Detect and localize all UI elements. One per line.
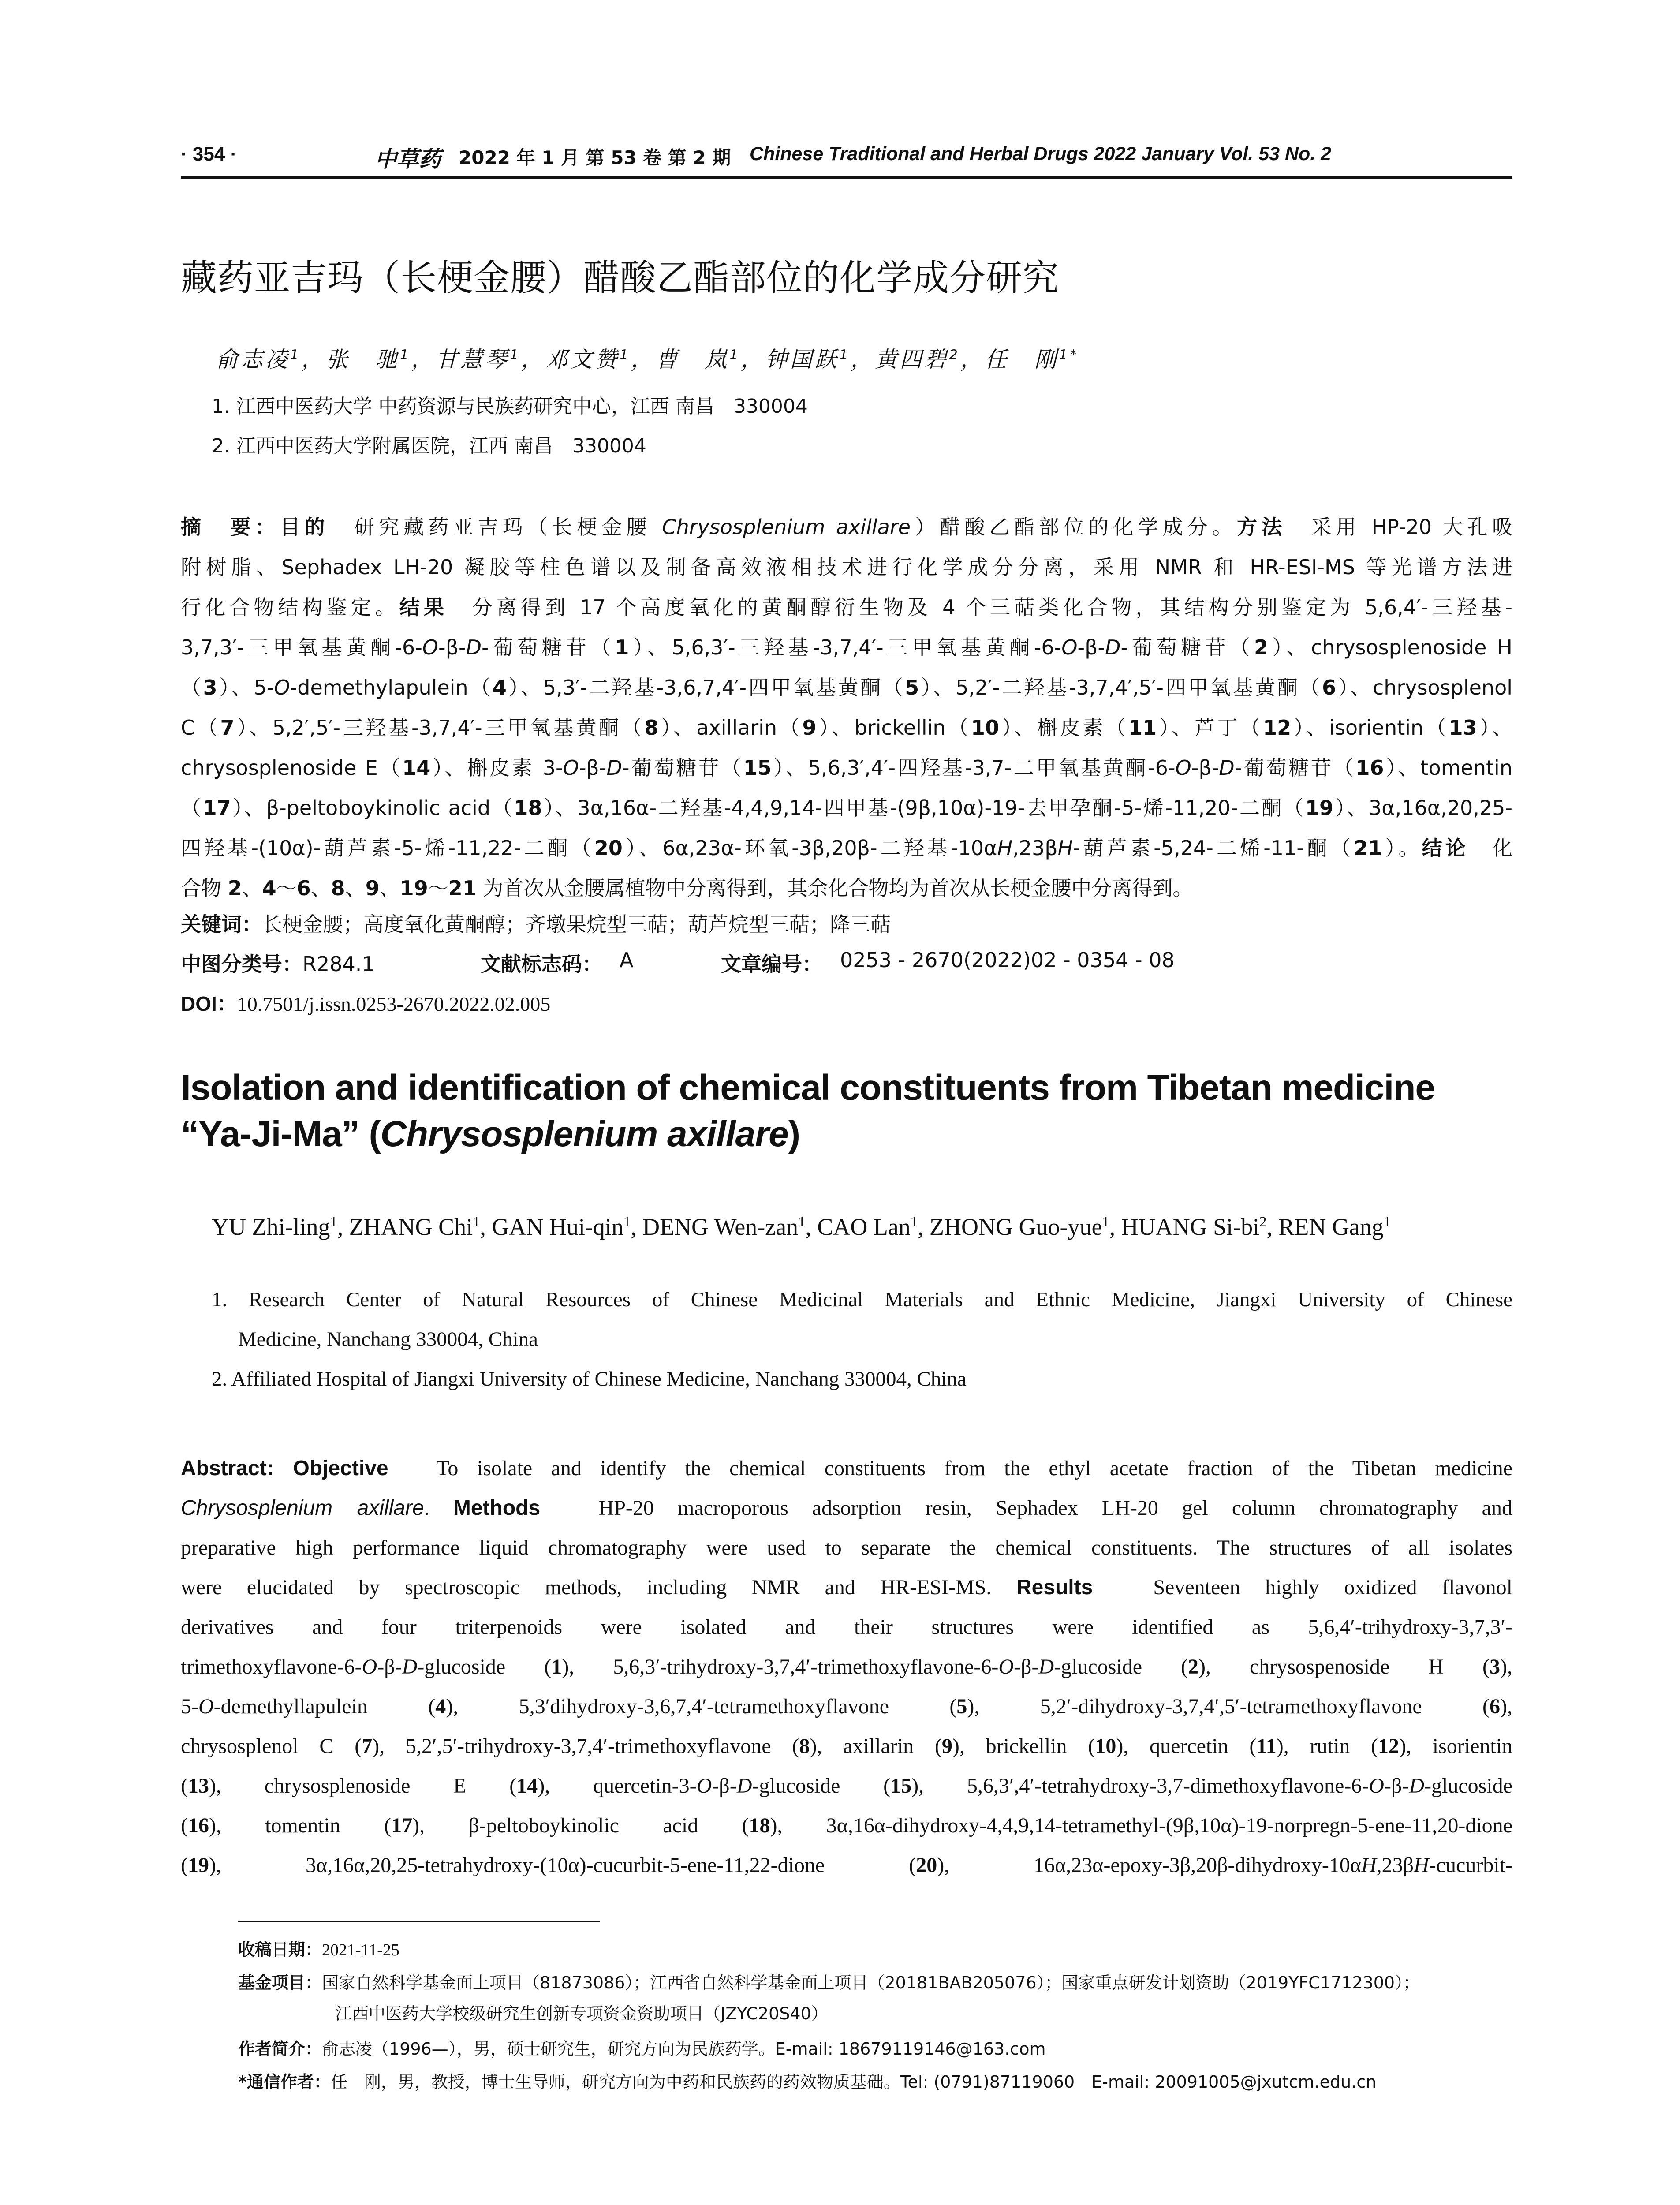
classification-line: [181, 948, 1512, 977]
abstract-zh-line-5: （3）、5-O-demethylapulein（4）、5,3′-二羟基-3,6,7,4′-四甲氧基黄酮（5）、5,2′-二羟基-3,7,4′,5′-四甲氧基黄酮（6）、chrysosplenol: [181, 676, 1513, 699]
author-en-affiliation: 1: [1102, 1214, 1109, 1230]
author-zh: 张 驰: [326, 347, 400, 372]
doc-code-label: 文献标志码：: [481, 952, 602, 976]
footnote-received: [238, 1934, 399, 1966]
title-en-species: Chrysosplenium axillare: [380, 1114, 788, 1154]
abstract-zh-line-2: 附树脂、Sephadex LH-20 凝胶等柱色谱以及制备高效液相技术进行化学成分分离，采用 NMR 和 HR-ESI-MS 等光谱方法进: [181, 555, 1512, 579]
affiliation-zh-2: 2. 江西中医药大学附属医院，江西 南昌 330004: [212, 435, 646, 457]
author-en-affiliation: 2: [1259, 1214, 1267, 1230]
author-zh-affiliation: 1: [620, 347, 631, 363]
clc-value: R284.1: [302, 952, 375, 976]
affiliation-en-1-line2: Medicine, Nanchang 330004, China: [238, 1328, 538, 1351]
author-zh: 俞志凌: [216, 347, 290, 372]
title-en-part-c: ): [788, 1114, 800, 1154]
abstract-en-line-10: (16), tomentin (17), β-peltoboykinolic acid (18), 3α,16α-dihydroxy-4,4,9,14-tetramethyl-(9β,10α)-19-norpregn-5-ene-11,20-dione: [181, 1814, 1512, 1837]
abstract-en-line-5: derivatives and four triterpenoids were isolated and their structures were identified as 5,6,4′-trihydroxy-3,7,3′-: [181, 1615, 1512, 1639]
authors-zh: 俞志凌$^1$，张 驰$^1$，甘慧琴$^1$，邓文赞$^1$，曹 岚$^1$，钟国跃$^1$，黄四碧$^2$，任 刚$^{1*}$: [216, 347, 1079, 372]
doi-value: 10.7501/j.issn.0253-2670.2022.02.005: [237, 993, 551, 1015]
article-no-value: 0253 - 2670(2022)02 - 0354 - 08: [840, 948, 1175, 972]
doi-line: [181, 988, 550, 1017]
article-title-zh: 藏药亚吉玛（长梗金腰）醋酸乙酯部位的化学成分研究: [181, 257, 1060, 299]
author-zh: 钟国跃: [765, 347, 840, 372]
title-en-part-a: “Ya-Ji-Ma” (: [181, 1114, 381, 1154]
author-en-affiliation: 1: [473, 1214, 480, 1230]
author-en: CAO Lan: [817, 1214, 911, 1240]
abstract-en: [181, 1449, 1512, 1885]
page-number: · 354 ·: [181, 143, 237, 165]
abstract-en-line-9: (13), chrysosplenoside E (14), quercetin-3-O-β-D-glucoside (15), 5,6,3′,4′-tetrahydroxy-3,7-dimethoxyflavone-6-O-β-D-glucoside: [181, 1774, 1512, 1798]
abstract-en-line-3: preparative high performance liquid chromatography were used to separate the chemical constituents. The structures of all isolates: [181, 1536, 1512, 1559]
author-zh-affiliation: 1: [510, 347, 521, 363]
received-label: 收稿日期：: [238, 1940, 322, 1959]
journal-name-cn: 中草药: [375, 146, 441, 172]
author-en-affiliation: 1: [798, 1214, 806, 1230]
received-date: 2021-11-25: [322, 1941, 399, 1959]
author-zh: 曹 岚: [655, 347, 730, 372]
author-text: 俞志凌（1996—），男，硕士研究生，研究方向为民族药学。E-mail: 18679119146@163.com: [322, 2039, 1046, 2059]
author-en: REN Gang: [1278, 1214, 1384, 1240]
keywords-zh: [181, 908, 891, 938]
footnote-author: [238, 2033, 1045, 2065]
author-en: GAN Hui-qin: [492, 1214, 623, 1240]
doi-label: DOI：: [181, 992, 237, 1015]
abstract-en-line-7: 5-O-demethyllapulein (4), 5,3′dihydroxy-3,6,7,4′-tetramethoxyflavone (5), 5,2′-dihydroxy-3,7,4′,5′-tetramethoxyflavone (6),: [181, 1695, 1512, 1718]
author-zh-affiliation: 1: [290, 347, 302, 363]
journal-name-en: Chinese Traditional and Herbal Drugs 2022 January Vol. 53 No. 2: [750, 143, 1332, 164]
abstract-zh-line-9: 四羟基-(10α)-葫芦素-5-烯-11,22-二酮（20）、6α,23α-环氧-3β,20β-二羟基-10αH,23βH-葫芦素-5,24-二烯-11-酮（21）。结论 化: [181, 836, 1513, 860]
article-title-en-line2: [181, 1114, 800, 1155]
affiliation-en-1-line1: 1. Research Center of Natural Resources of Chinese Medicinal Materials and Ethnic Medicine, Jiangxi University of Chinese: [212, 1288, 1512, 1311]
author-label: 作者简介：: [238, 2039, 322, 2059]
author-zh: 甘慧琴: [436, 347, 510, 372]
footnote-fund: [238, 1967, 1420, 1999]
author-zh-affiliation: 1: [400, 347, 411, 363]
abstract-en-line-11: (19), 3α,16α,20,25-tetrahydroxy-(10α)-cucurbit-5-ene-11,22-dione (20), 16α,23α-epoxy-3β,20β-dihydroxy-10αH,23βH-cucurbit-: [181, 1854, 1512, 1877]
abstract-zh-line-7: chrysosplenoside E（14）、槲皮素 3-O-β-D-葡萄糖苷（15）、5,6,3′,4′-四羟基-3,7-二甲氧基黄酮-6-O-β-D-葡萄糖苷（16）、tomentin: [181, 756, 1512, 780]
affiliation-zh-1: 1. 江西中医药大学 中药资源与民族药研究中心，江西 南昌 330004: [212, 395, 808, 418]
abstract-zh-line-8: （17）、β-peltoboykinolic acid（18）、3α,16α-二羟基-4,4,9,14-四甲基-(9β,10α)-19-去甲孕酮-5-烯-11,20-二酮（19）、3α,16α,20,25-: [181, 796, 1513, 820]
abstract-zh-line-1: 摘 要：目的 研究藏药亚吉玛（长梗金腰 Chrysosplenium axillare）醋酸乙酯部位的化学成分。方法 采用 HP-20 大孔吸: [181, 515, 1513, 539]
author-zh: 任 刚: [985, 347, 1059, 372]
abstract-zh-line-3: 行化合物结构鉴定。结果 分离得到 17 个高度氧化的黄酮醇衍生物及 4 个三萜类化合物，其结构分别鉴定为 5,6,4′-三羟基-: [181, 595, 1512, 619]
abstract-en-line-4: were elucidated by spectroscopic methods, including NMR and HR-ESI-MS. Results Seventeen highly oxidized flavonol: [181, 1576, 1512, 1599]
abstract-zh: [181, 507, 1512, 908]
issue-info-cn: 2022 年 1 月 第 53 卷 第 2 期: [459, 147, 731, 168]
keywords-text: 长梗金腰；高度氧化黄酮醇；齐墩果烷型三萜；葫芦烷型三萜；降三萜: [262, 912, 891, 936]
author-zh: 黄四碧: [875, 347, 949, 372]
author-zh-affiliation: 1: [839, 347, 851, 363]
author-en-affiliation: 1: [1383, 1214, 1391, 1230]
author-en-affiliation: 1: [910, 1214, 918, 1230]
footnote-correspondence: [238, 2066, 1376, 2098]
author-en-affiliation: 1: [623, 1214, 631, 1230]
author-en: ZHONG Guo-yue: [929, 1214, 1102, 1240]
header-rule: [181, 176, 1512, 179]
keywords-label: 关键词：: [181, 912, 262, 936]
author-en: HUANG Si-bi: [1121, 1214, 1260, 1240]
footnote-fund-line2: 江西中医药大学校级研究生创新专项资金资助项目（JZYC20S40）: [335, 2004, 828, 2023]
fund-line1: 国家自然科学基金面上项目（81873086）；江西省自然科学基金面上项目（20181BAB205076）；国家重点研发计划资助（2019YFC1712300）；: [322, 1973, 1420, 1992]
abstract-en-line-6: trimethoxyflavone-6-O-β-D-glucoside (1), 5,6,3′-trihydroxy-3,7,4′-trimethoxyflavone-6-O-β-D-glucoside (2), chrysospenoside H (3),: [181, 1655, 1512, 1678]
abstract-zh-line-4: 3,7,3′-三甲氧基黄酮-6-O-β-D-葡萄糖苷（1）、5,6,3′-三羟基-3,7,4′-三甲氧基黄酮-6-O-β-D-葡萄糖苷（2）、chrysosplenoside H: [181, 635, 1512, 659]
author-zh-affiliation: 1: [729, 347, 741, 363]
author-en: DENG Wen-zan: [642, 1214, 799, 1240]
abstract-en-line-2: Chrysosplenium axillare. Methods HP-20 macroporous adsorption resin, Sephadex LH-20 gel column chromatography and: [181, 1496, 1512, 1520]
author-zh-affiliation: 1*: [1059, 347, 1079, 363]
article-title-en-line1: Isolation and identification of chemical constituents from Tibetan medicine: [181, 1068, 1435, 1108]
author-en: ZHANG Chi: [349, 1214, 473, 1240]
authors-en: YU Zhi-ling$^1$, ZHANG Chi$^1$, GAN Hui-qin$^1$, DENG Wen-zan$^1$, CAO Lan$^1$, ZHONG Guo-yue$^1$, HUANG $Si-bi^2$, REN Gang$^1$: [212, 1214, 1391, 1240]
abstract-zh-line-10: 合物 2、4～6、8、9、19～21 为首次从金腰属植物中分离得到，其余化合物均为首次从长梗金腰中分离得到。: [181, 876, 1193, 900]
doc-code-value: A: [620, 948, 634, 972]
abstract-en-line-1: Abstract: Objective To isolate and identify the chemical constituents from the ethyl acetate fraction of the Tibetan medicine: [181, 1457, 1512, 1480]
abstract-zh-line-6: C（7）、5,2′,5′-三羟基-3,7,4′-三甲氧基黄酮（8）、axillarin（9）、brickellin（10）、槲皮素（11）、芦丁（12）、isorientin（13）、: [181, 716, 1513, 740]
footnote-rule: [238, 1921, 600, 1922]
author-zh: 邓文赞: [545, 347, 620, 372]
affiliation-en-2: 2. Affiliated Hospital of Jiangxi University of Chinese Medicine, Nanchang 330004, China: [212, 1368, 967, 1390]
corr-label: *通信作者：: [238, 2072, 331, 2092]
clc-label: 中图分类号：: [181, 952, 302, 976]
author-en-affiliation: 1: [330, 1214, 337, 1230]
running-header: [181, 143, 1512, 170]
author-en: YU Zhi-ling: [212, 1214, 330, 1240]
abstract-en-line-8: chrysosplenol C (7), 5,2′,5′-trihydroxy-3,7,4′-trimethoxyflavone (8), axillarin (9), brickellin (10), quercetin (11), rutin (12), isorientin: [181, 1734, 1513, 1758]
author-zh-affiliation: 2: [949, 347, 960, 363]
fund-label: 基金项目：: [238, 1973, 322, 1992]
article-no-label: 文章编号：: [721, 952, 822, 976]
corr-text: 任 刚，男，教授，博士生导师，研究方向为中药和民族药的药效物质基础。Tel: (0791)87119060 E-mail: 20091005@jxutcm.edu.cn: [330, 2072, 1377, 2092]
